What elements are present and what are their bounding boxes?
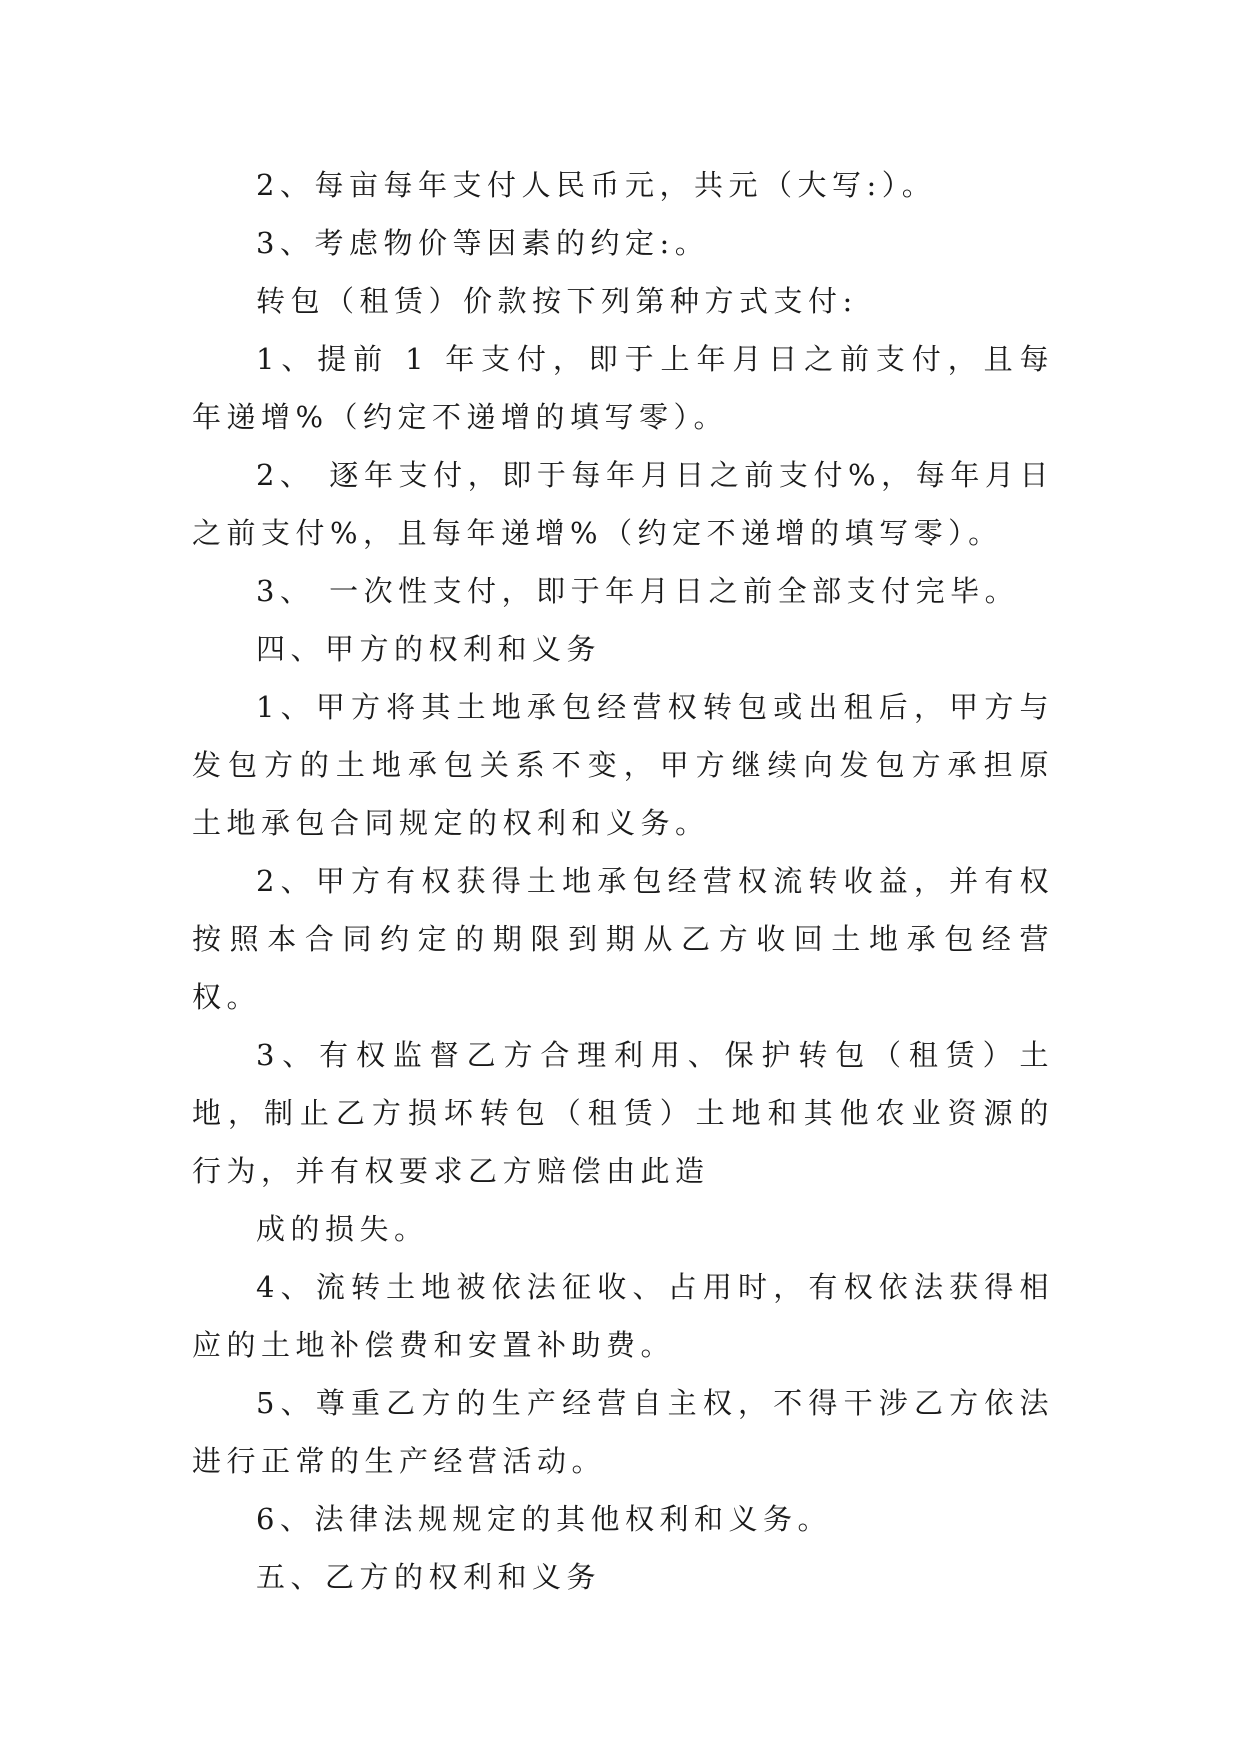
document-body [192, 156, 1054, 1606]
payment-option-lump-sum: 3、 一次性支付，即于年月日之前全部支付完毕。 [256, 574, 1020, 608]
payment-method-heading: 转包（租赁）价款按下列第种方式支付: [256, 284, 858, 318]
payment-option-advance: 1、提前 1 年支付，即于上年月日之前支付，且每年递增%（约定不递增的填写零）。 [192, 342, 1054, 434]
party-a-clause-1: 1、甲方将其土地承包经营权转包或出租后，甲方与发包方的土地承包关系不变，甲方继续向发包方承担原土地承包合同规定的权利和义务。 [192, 690, 1054, 840]
section-heading-party-a: 四、甲方的权利和义务 [256, 632, 602, 666]
party-a-clause-6: 6、法律法规规定的其他权利和义务。 [256, 1502, 832, 1536]
payment-option-yearly: 2、 逐年支付，即于每年月日之前支付%，每年月日之前支付%，且每年递增%（约定不递增的填写零）。 [192, 458, 1054, 550]
party-a-clause-3-continuation: 成的损失。 [256, 1212, 429, 1246]
section-heading-party-b: 五、乙方的权利和义务 [256, 1560, 602, 1594]
payment-amount-clause: 2、每亩每年支付人民币元，共元（大写:）。 [256, 168, 937, 202]
party-a-clause-5: 5、尊重乙方的生产经营自主权，不得干涉乙方依法进行正常的生产经营活动。 [192, 1386, 1054, 1478]
party-a-clause-4: 4、流转土地被依法征收、占用时，有权依法获得相应的土地补偿费和安置补助费。 [192, 1270, 1054, 1362]
party-a-clause-2: 2、甲方有权获得土地承包经营权流转收益，并有权按照本合同约定的期限到期从乙方收回土地承包经营权。 [192, 864, 1054, 1014]
price-factor-clause: 3、考虑物价等因素的约定:。 [256, 226, 710, 260]
party-a-clause-3: 3、有权监督乙方合理利用、保护转包（租赁）土地，制止乙方损坏转包（租赁）土地和其他农业资源的行为，并有权要求乙方赔偿由此造 [192, 1038, 1054, 1188]
